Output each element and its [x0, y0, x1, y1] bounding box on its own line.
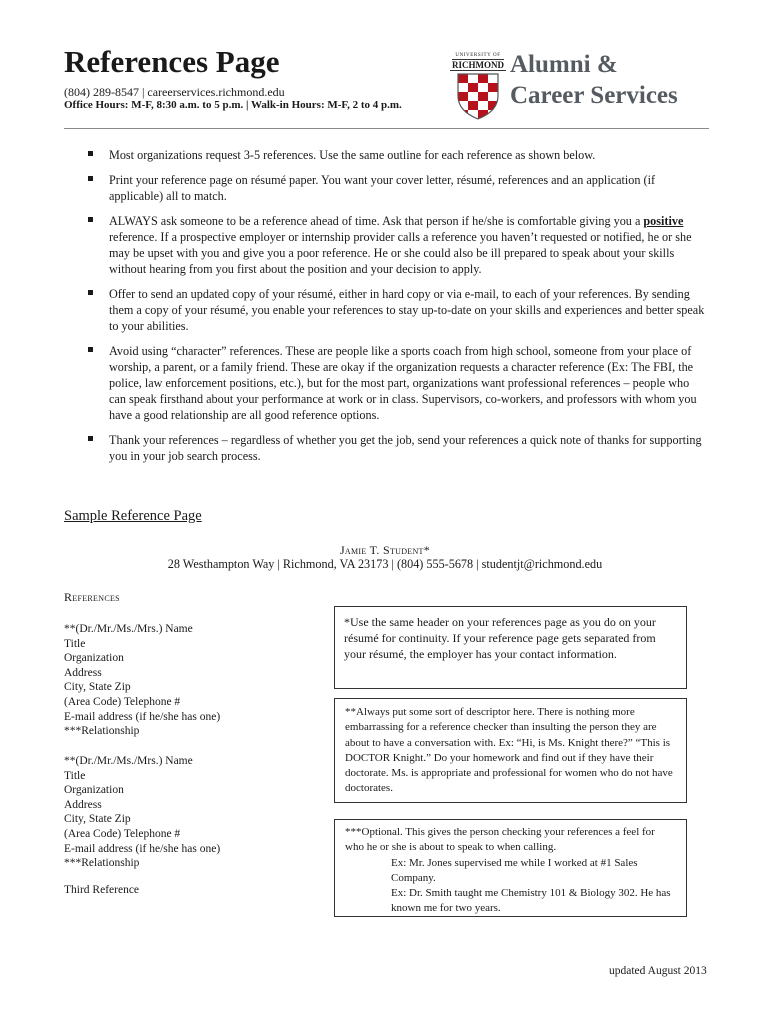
- ref-relationship: ***Relationship: [64, 857, 140, 870]
- note-text: **Always put some sort of descriptor here. There is nothing more embarrassing for a reference checker than insulting the person they are about to have a conversation with. Ex: “Hi, is Ms. Knight there?” “This is DOCTOR Knight.” Do your homework and find out if they have their doctorate. Ms. is appropriate and professional for women who do not have doctorates.: [345, 706, 673, 795]
- ref-name: **(Dr./Mr./Ms./Mrs.) Name: [64, 755, 193, 767]
- office-contact: (804) 289-8547 | careerservices.richmond.edu: [64, 85, 285, 99]
- ref-telephone: (Area Code) Telephone #: [64, 695, 181, 708]
- logo-line-career-services: Career Services: [510, 82, 678, 109]
- ref-email: E-mail address (if he/she has one): [64, 710, 221, 723]
- note-relationship: [334, 819, 687, 917]
- third-reference: Third Reference: [64, 884, 140, 896]
- ref-relationship: ***Relationship: [64, 725, 140, 738]
- ref-name: **(Dr./Mr./Ms./Mrs.) Name: [64, 623, 193, 635]
- bullet-text: Thank your references – regardless of whether you get the job, send your references a quick note of thanks for supporting you in your job search process.: [109, 433, 702, 463]
- bullet-square-icon: [88, 436, 93, 441]
- ref-telephone: (Area Code) Telephone #: [64, 827, 181, 840]
- header-divider: [64, 128, 709, 129]
- ref-address: Address: [64, 666, 102, 679]
- bullet-text: Offer to send an updated copy of your résumé, either in hard copy or via e-mail, to each of your references. By sending them a copy of your résumé, you enable your references to stay up-to-date on your skills and experiences and better speak to your abilities.: [109, 287, 705, 333]
- updated-date: updated August 2013: [609, 965, 707, 977]
- sample-section-heading: Sample Reference Page: [64, 508, 202, 524]
- references-heading: References: [64, 590, 120, 604]
- logo-line-alumni: Alumni &: [510, 51, 618, 78]
- ref-organization: Organization: [64, 784, 124, 797]
- ref-title: Title: [64, 637, 86, 650]
- ref-address: Address: [64, 798, 102, 811]
- bullet-square-icon: [88, 347, 93, 352]
- reference-block: [64, 622, 220, 739]
- list-item: [88, 147, 706, 163]
- ref-city-state-zip: City, State Zip: [64, 681, 131, 694]
- note-descriptor: [334, 698, 687, 803]
- bullet-text: reference. If a prospective employer or internship provider calls a reference you haven’t requested or notified, he or she may be upset with you and give you a poor reference. He or she could also be ill prepared to speak about your skills without hearing from you first about the position and your decision to apply.: [109, 230, 692, 276]
- note-example: Ex: Dr. Smith taught me Chemistry 101 & Biology 302. He has known me for two years.: [391, 887, 671, 915]
- list-item: [88, 213, 706, 277]
- logo-university-of: UNIVERSITY OF: [452, 53, 504, 60]
- reference-block: [64, 754, 220, 871]
- bullet-square-icon: [88, 151, 93, 156]
- note-text: *Use the same header on your references page as you do on your résumé for continuity. If your reference page gets separated from your résumé, the employer has your contact information.: [344, 615, 656, 661]
- ref-city-state-zip: City, State Zip: [64, 813, 131, 826]
- student-contact: 28 Westhampton Way | Richmond, VA 23173 | (804) 555-5678 | studentjt@richmond.edu: [167, 557, 603, 571]
- logo-university-name: RICHMOND: [452, 60, 504, 70]
- ref-organization: Organization: [64, 652, 124, 665]
- list-item: [88, 432, 706, 464]
- student-name: [0, 543, 770, 558]
- bullet-square-icon: [88, 290, 93, 295]
- list-item: [88, 172, 706, 204]
- bullet-emphasis: positive: [643, 214, 684, 228]
- bullet-text: Avoid using “character” references. These are people like a sports coach from high school, someone from your place of worship, a parent, or a family friend. These are okay if the organization requests a character reference (Ex: The FBI, the police, law enforcement positions, etc.), but for the most part, organizations want professional references – people who can speak firsthand about your performance at work or in class. Supervisors, co-workers, and professors with whom you have a good relationship are all good reference options.: [109, 344, 697, 422]
- bullet-square-icon: [88, 217, 93, 222]
- note-example: Ex: Mr. Jones supervised me while I worked at #1 Sales Company.: [391, 856, 638, 884]
- page-title: References Page: [64, 44, 280, 79]
- list-item: [88, 343, 706, 423]
- ref-email: E-mail address (if he/she has one): [64, 842, 221, 855]
- office-hours: Office Hours: M-F, 8:30 a.m. to 5 p.m. | Walk-in Hours: M-F, 2 to 4 p.m.: [64, 99, 402, 111]
- university-shield-icon: [456, 72, 500, 120]
- bullet-square-icon: [88, 176, 93, 181]
- note-text: ***Optional. This gives the person checking your references a feel for who he or she is about to speak to when calling.: [345, 826, 655, 854]
- tips-list: [88, 147, 706, 473]
- alumni-career-services-logo: [450, 50, 710, 120]
- bullet-text: Most organizations request 3-5 references. Use the same outline for each reference as shown below.: [109, 148, 596, 162]
- list-item: [88, 286, 706, 334]
- bullet-text: ALWAYS ask someone to be a reference ahead of time. Ask that person if he/she is comfortable giving you a: [109, 214, 644, 228]
- student-name-text: Jamie T. Student*: [339, 543, 431, 557]
- ref-title: Title: [64, 769, 86, 782]
- note-header-continuity: [334, 606, 687, 689]
- bullet-text: Print your reference page on résumé paper. You want your cover letter, résumé, references and an application (if applicable) all to match.: [109, 173, 656, 203]
